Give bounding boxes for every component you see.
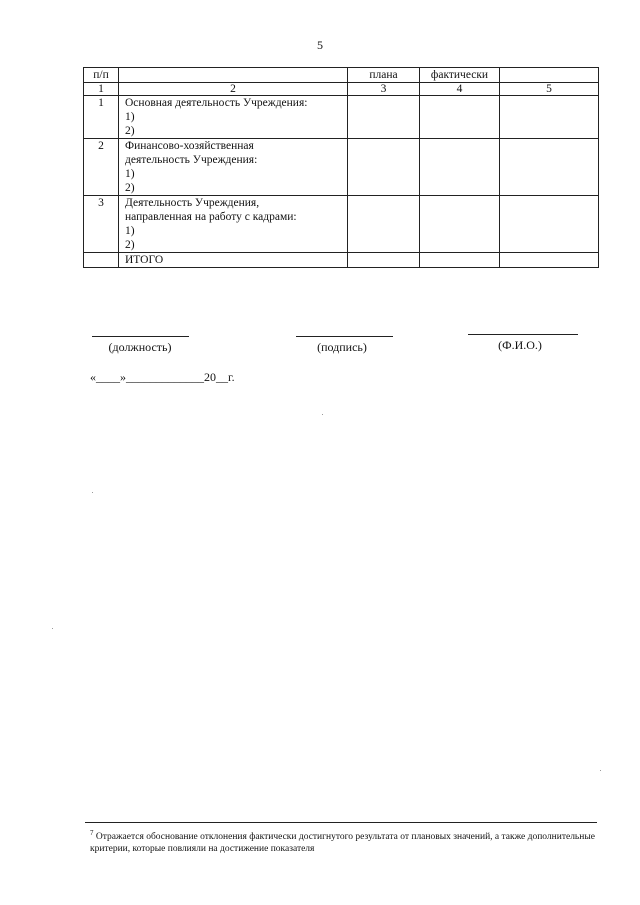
column-number: 5 [500,83,599,96]
scan-speck [52,628,53,629]
scan-speck [322,414,323,415]
table-numbering-row [84,83,599,96]
total-label: ИТОГО [119,253,348,268]
row-number: 3 [84,196,119,253]
plan-cell [348,253,420,268]
plan-cell [348,139,420,196]
footnote [90,827,598,855]
total-number-cell [84,253,119,268]
scan-speck [600,770,601,771]
row-number: 2 [84,139,119,196]
total-row [84,253,599,268]
row-number: 1 [84,96,119,139]
table-header-row [84,68,599,83]
column-number: 1 [84,83,119,96]
column-number: 4 [420,83,500,96]
deviation-cell [500,196,599,253]
header-cell-actual: фактически [420,68,500,83]
deviation-cell [500,139,599,196]
row-text-line: Деятельность Учреждения, [125,197,260,209]
header-cell-deviation [500,68,599,83]
column-number: 2 [119,83,348,96]
footnote-marker: 7 [90,829,94,837]
row-text-line: 1) [125,225,135,237]
row-text-line: Финансово-хозяйственная [125,140,254,152]
row-description [119,139,348,196]
date-line: «____»_____________20__г. [90,370,235,384]
page-number: 5 [317,38,323,52]
footnote-divider [85,822,597,823]
plan-cell [348,196,420,253]
position-label: (должность) [108,340,172,354]
table-row [84,96,599,139]
header-cell-plan: плана [348,68,420,83]
plan-cell [348,96,420,139]
footnote-text: Отражается обоснование отклонения фактически достигнутого результата от плановых значений, а также дополнительные критерии, которые повлияли на достижение показателя [90,832,595,855]
row-description [119,196,348,253]
row-text-line: деятельность Учреждения: [125,154,258,166]
row-text-line: 2) [125,239,135,251]
column-number: 3 [348,83,420,96]
actual-cell [420,96,500,139]
scan-speck [92,492,93,493]
fio-signature-line [468,334,578,335]
header-cell-name [119,68,348,83]
actual-cell [420,139,500,196]
signature-line [296,336,393,337]
actual-cell [420,253,500,268]
row-text-line: направленная на работу с кадрами: [125,211,297,223]
deviation-cell [500,253,599,268]
row-description [119,96,348,139]
row-text-line: 1) [125,168,135,180]
row-text-line: 2) [125,125,135,137]
row-text-line: 2) [125,182,135,194]
results-table [83,67,599,268]
signature-label: (подпись) [317,340,367,354]
table-row [84,139,599,196]
row-text-line: Основная деятельность Учреждения: [125,97,308,109]
row-text-line: 1) [125,111,135,123]
position-signature-line [92,336,189,337]
table-row [84,196,599,253]
actual-cell [420,196,500,253]
fio-label: (Ф.И.О.) [498,338,542,352]
deviation-cell [500,96,599,139]
header-cell-pp: п/п [84,68,119,83]
